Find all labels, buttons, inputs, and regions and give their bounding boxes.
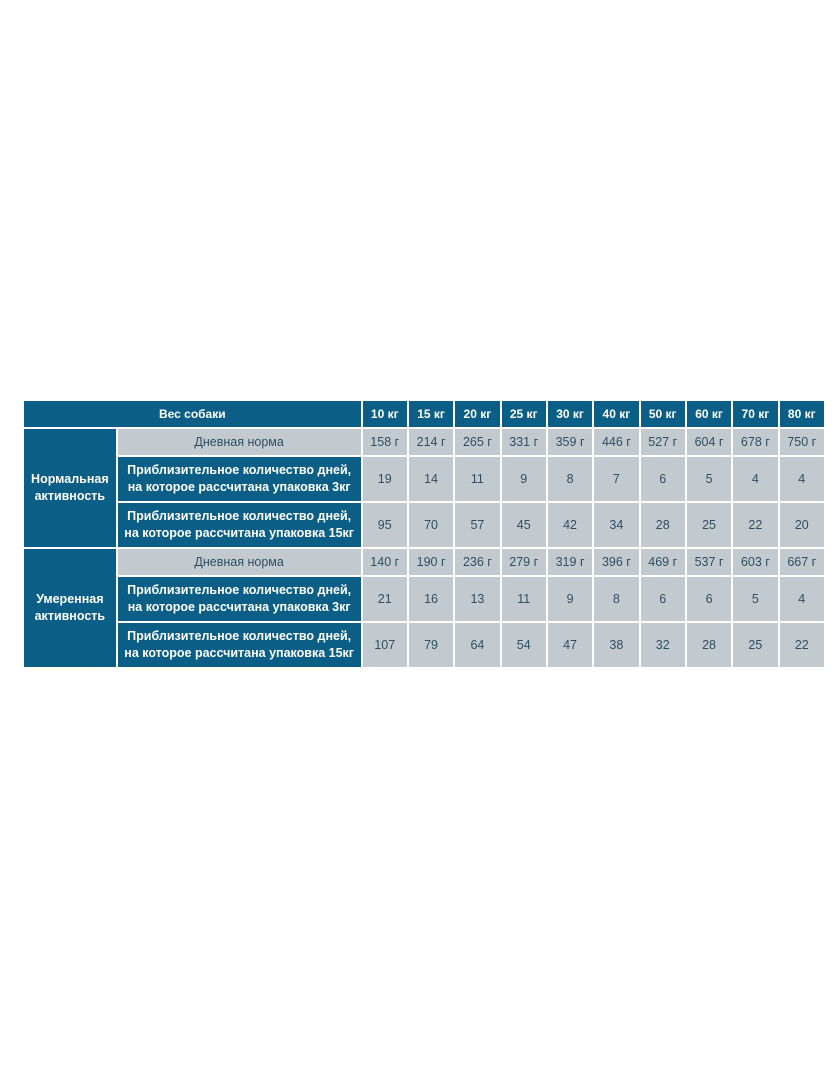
package-days-label: [118, 457, 361, 501]
daily-norm-cell: 331 г: [502, 429, 546, 455]
package-days-cell: 57: [455, 503, 499, 547]
package-days-cell: 9: [502, 457, 546, 501]
weight-column-header: 10 кг: [363, 401, 407, 427]
daily-norm-cell: 678 г: [733, 429, 777, 455]
package-days-cell: 11: [502, 577, 546, 621]
package-days-cell: 47: [548, 623, 592, 667]
daily-norm-cell: 359 г: [548, 429, 592, 455]
daily-norm-cell: 265 г: [455, 429, 499, 455]
daily-norm-cell: 396 г: [594, 549, 638, 575]
activity-group-label: [24, 429, 116, 547]
package-days-cell: 11: [455, 457, 499, 501]
package-days-cell: 9: [548, 577, 592, 621]
package-days-cell: 6: [641, 577, 685, 621]
table-row: [24, 577, 824, 621]
package-days-cell: 95: [363, 503, 407, 547]
package-days-cell: 32: [641, 623, 685, 667]
weight-column-header: 15 кг: [409, 401, 453, 427]
package-days-label-line: на которое рассчитана упаковка 3кг: [127, 480, 351, 494]
daily-norm-cell: 469 г: [641, 549, 685, 575]
package-days-cell: 6: [687, 577, 731, 621]
activity-group-label: [24, 549, 116, 667]
daily-norm-cell: 667 г: [780, 549, 824, 575]
package-days-label-line: Приблизительное количество дней,: [127, 463, 352, 477]
package-days-cell: 79: [409, 623, 453, 667]
package-days-cell: 28: [641, 503, 685, 547]
weight-column-header: 20 кг: [455, 401, 499, 427]
package-days-cell: 19: [363, 457, 407, 501]
package-days-label-line: Приблизительное количество дней,: [127, 509, 352, 523]
package-days-cell: 14: [409, 457, 453, 501]
package-days-cell: 8: [548, 457, 592, 501]
package-days-cell: 5: [733, 577, 777, 621]
table-row: [24, 549, 824, 575]
daily-norm-label: Дневная норма: [118, 429, 361, 455]
weight-column-header: 30 кг: [548, 401, 592, 427]
package-days-cell: 13: [455, 577, 499, 621]
table-row: [24, 503, 824, 547]
daily-norm-cell: 158 г: [363, 429, 407, 455]
daily-norm-cell: 279 г: [502, 549, 546, 575]
package-days-cell: 28: [687, 623, 731, 667]
package-days-label-line: Приблизительное количество дней,: [127, 629, 352, 643]
package-days-label-line: на которое рассчитана упаковка 3кг: [127, 600, 351, 614]
package-days-cell: 54: [502, 623, 546, 667]
package-days-cell: 20: [780, 503, 824, 547]
package-days-cell: 22: [733, 503, 777, 547]
daily-norm-cell: 319 г: [548, 549, 592, 575]
daily-norm-label: Дневная норма: [118, 549, 361, 575]
daily-norm-cell: 190 г: [409, 549, 453, 575]
feeding-table: [22, 399, 826, 669]
header-row: [24, 401, 824, 427]
package-days-cell: 16: [409, 577, 453, 621]
table-row: [24, 623, 824, 667]
activity-group-label-line: активность: [34, 489, 106, 503]
table-body: [24, 429, 824, 667]
daily-norm-cell: 750 г: [780, 429, 824, 455]
package-days-cell: 107: [363, 623, 407, 667]
package-days-cell: 64: [455, 623, 499, 667]
package-days-cell: 4: [780, 457, 824, 501]
package-days-cell: 42: [548, 503, 592, 547]
package-days-cell: 45: [502, 503, 546, 547]
package-days-label: [118, 577, 361, 621]
daily-norm-cell: 537 г: [687, 549, 731, 575]
daily-norm-cell: 603 г: [733, 549, 777, 575]
package-days-cell: 5: [687, 457, 731, 501]
package-days-cell: 22: [780, 623, 824, 667]
package-days-cell: 7: [594, 457, 638, 501]
package-days-cell: 38: [594, 623, 638, 667]
daily-norm-cell: 604 г: [687, 429, 731, 455]
package-days-label: [118, 623, 361, 667]
package-days-cell: 21: [363, 577, 407, 621]
package-days-label-line: на которое рассчитана упаковка 15кг: [124, 646, 355, 660]
feeding-table-container: [24, 399, 826, 669]
weight-column-header: 80 кг: [780, 401, 824, 427]
package-days-cell: 8: [594, 577, 638, 621]
package-days-cell: 4: [733, 457, 777, 501]
weight-column-header: 70 кг: [733, 401, 777, 427]
weight-header: Вес собаки: [24, 401, 361, 427]
table-row: [24, 457, 824, 501]
package-days-label-line: Приблизительное количество дней,: [127, 583, 352, 597]
package-days-cell: 25: [687, 503, 731, 547]
package-days-label: [118, 503, 361, 547]
weight-column-header: 50 кг: [641, 401, 685, 427]
activity-group-label-line: активность: [34, 609, 106, 623]
weight-column-header: 40 кг: [594, 401, 638, 427]
package-days-cell: 70: [409, 503, 453, 547]
daily-norm-cell: 214 г: [409, 429, 453, 455]
daily-norm-cell: 140 г: [363, 549, 407, 575]
weight-column-header: 25 кг: [502, 401, 546, 427]
package-days-cell: 25: [733, 623, 777, 667]
activity-group-label-line: Нормальная: [31, 472, 109, 486]
daily-norm-cell: 236 г: [455, 549, 499, 575]
table-row: [24, 429, 824, 455]
daily-norm-cell: 446 г: [594, 429, 638, 455]
activity-group-label-line: Умеренная: [36, 592, 104, 606]
package-days-cell: 34: [594, 503, 638, 547]
package-days-cell: 6: [641, 457, 685, 501]
package-days-label-line: на которое рассчитана упаковка 15кг: [124, 526, 355, 540]
daily-norm-cell: 527 г: [641, 429, 685, 455]
weight-column-header: 60 кг: [687, 401, 731, 427]
package-days-cell: 4: [780, 577, 824, 621]
